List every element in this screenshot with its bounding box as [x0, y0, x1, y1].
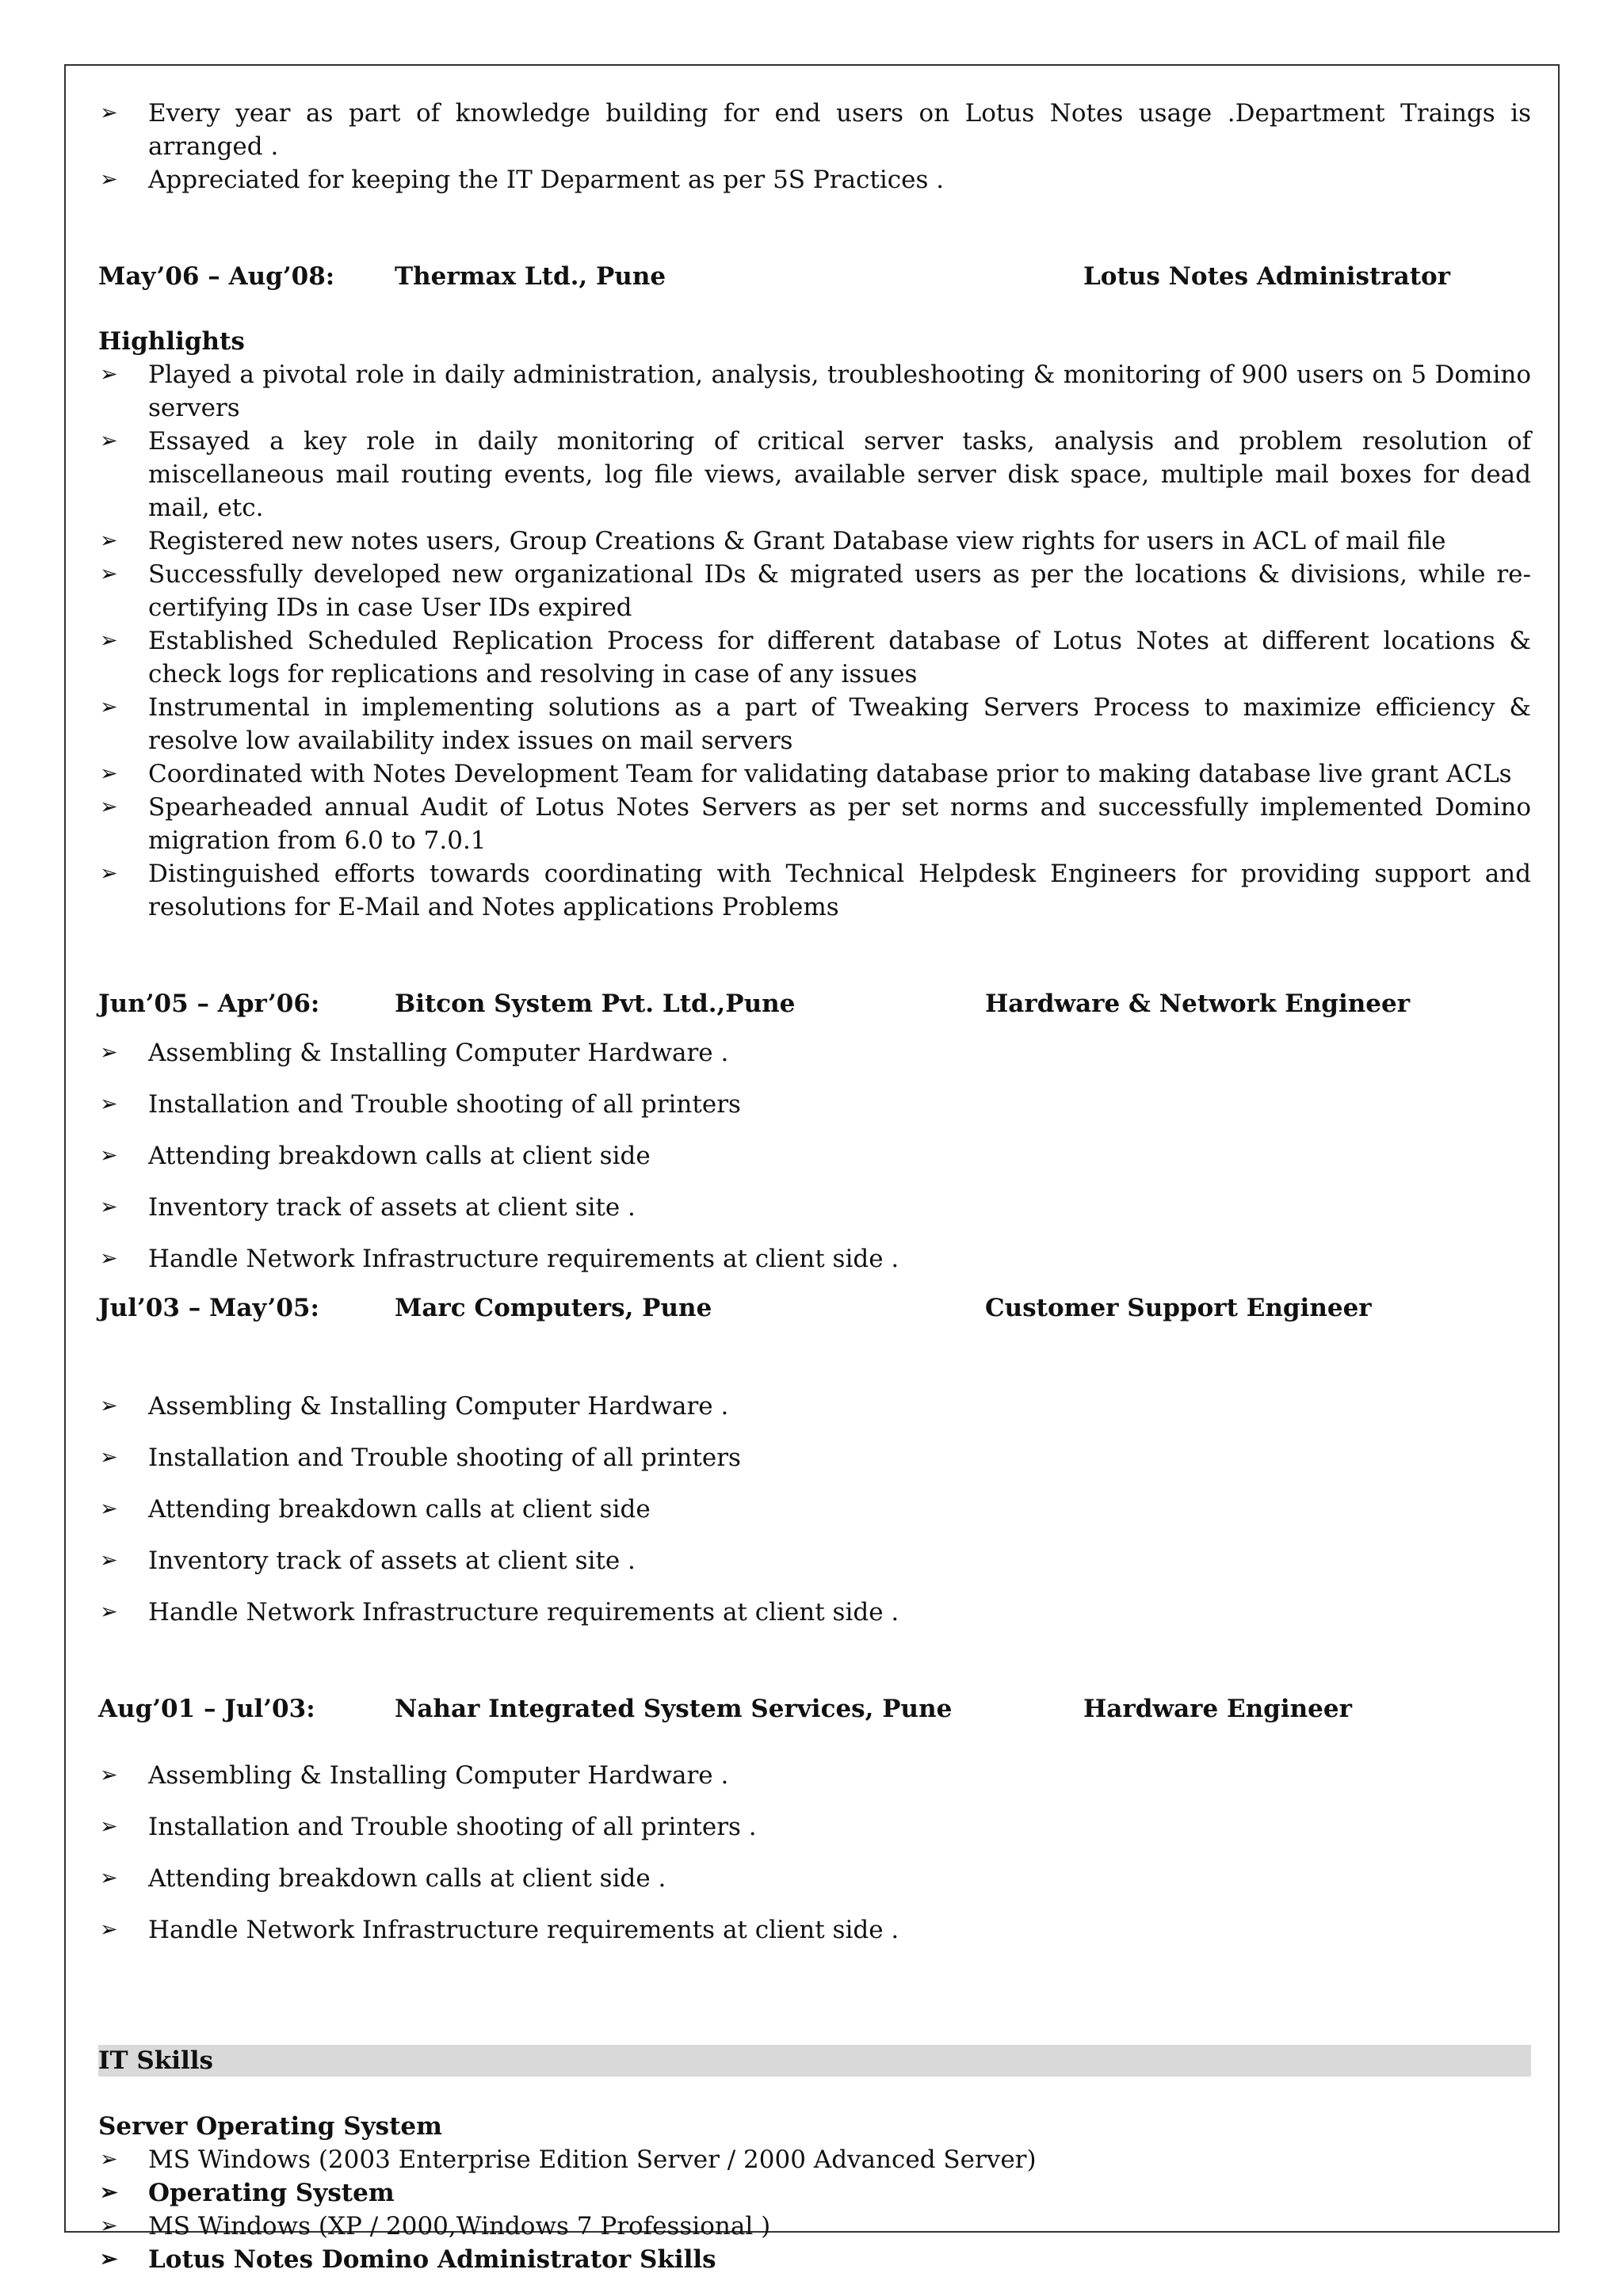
job-header-thermax: [98, 260, 1531, 293]
list-item: ➢ Appreciated for keeping the IT Deparment as per 5S Practices .: [98, 163, 1531, 196]
job-role: Customer Support Engineer: [985, 1294, 1372, 1322]
arrow-bullet-icon: ➢: [100, 2214, 118, 2238]
job-bullet-list-thermax: [98, 358, 1531, 924]
skills-bullet-list: [98, 2143, 1531, 2276]
arrow-bullet-icon: ➢: [100, 1866, 118, 1890]
arrow-bullet-icon: ➢: [100, 1763, 118, 1787]
job-company: Nahar Integrated System Services, Pune: [395, 1695, 953, 1723]
job-dates: May’06 – Aug’08:: [98, 262, 335, 291]
job-company: Thermax Ltd., Pune: [395, 262, 666, 291]
list-item: ➢ Handle Network Infrastructure requirements at client side .: [98, 1913, 1531, 1947]
arrow-bullet-icon: ➢: [100, 1195, 118, 1219]
list-item: ➢ Distinguished efforts towards coordinating with Technical Helpdesk Engineers for providing support and resolutions for E-Mail and Notes applications Problems: [98, 857, 1531, 924]
list-item: ➢ Inventory track of assets at client site .: [98, 1544, 1531, 1577]
list-item: ➢ Successfully developed new organizational IDs & migrated users as per the locations & divisions, while re-certifying IDs in case User IDs expired: [98, 558, 1531, 624]
arrow-bullet-icon: ➢: [100, 1917, 118, 1942]
list-item: ➢ Installation and Trouble shooting of all printers: [98, 1088, 1531, 1121]
arrow-bullet-icon: ➢: [100, 562, 118, 586]
list-item: ➢ Operating System: [98, 2176, 1531, 2210]
arrow-bullet-icon: ➢: [100, 2180, 118, 2205]
section-header-it-skills: IT Skills: [98, 2045, 1531, 2077]
job-role: Hardware & Network Engineer: [985, 990, 1411, 1018]
arrow-bullet-icon: ➢: [100, 2247, 118, 2271]
arrow-bullet-icon: ➢: [100, 1040, 118, 1065]
arrow-bullet-icon: ➢: [100, 2147, 118, 2172]
list-item: ➢ Established Scheduled Replication Process for different database of Lotus Notes at different locations & check logs for replications and resolving in case of any issues: [98, 624, 1531, 691]
job-dates: Jul’03 – May’05:: [98, 1294, 319, 1322]
skills-subheading: Server Operating System: [98, 2112, 442, 2141]
arrow-bullet-icon: ➢: [100, 1143, 118, 1168]
job-header-nahar: [98, 1692, 1531, 1726]
job-role: Lotus Notes Administrator: [1083, 262, 1451, 291]
arrow-bullet-icon: ➢: [100, 1246, 118, 1271]
job-dates: Aug’01 – Jul’03:: [98, 1695, 315, 1723]
list-item: ➢ Registered new notes users, Group Creations & Grant Database view rights for users in ACL of mail file: [98, 524, 1531, 558]
list-item: ➢ Assembling & Installing Computer Hardware .: [98, 1759, 1531, 1792]
arrow-bullet-icon: ➢: [100, 1814, 118, 1839]
list-item: ➢ Spearheaded annual Audit of Lotus Notes Servers as per set norms and successfully implemented Domino migration from 6.0 to 7.0.1: [98, 791, 1531, 857]
arrow-bullet-icon: ➢: [100, 1092, 118, 1116]
job-role: Hardware Engineer: [1083, 1695, 1352, 1723]
list-item: ➢ Handle Network Infrastructure requirements at client side .: [98, 1242, 1531, 1276]
list-item: ➢ Inventory track of assets at client site .: [98, 1191, 1531, 1224]
arrow-bullet-icon: ➢: [100, 429, 118, 453]
list-item: ➢ Attending breakdown calls at client side: [98, 1493, 1531, 1526]
arrow-bullet-icon: ➢: [100, 1445, 118, 1470]
arrow-bullet-icon: ➢: [100, 628, 118, 653]
job-dates: Jun’05 – Apr’06:: [98, 990, 320, 1018]
list-item: ➢ Handle Network Infrastructure requirements at client side .: [98, 1596, 1531, 1629]
arrow-bullet-icon: ➢: [100, 101, 118, 125]
arrow-bullet-icon: ➢: [100, 1497, 118, 1521]
list-item: ➢ Essayed a key role in daily monitoring of critical server tasks, analysis and problem resolution of miscellaneous mail routing events, log file views, available server disk space, multiple mail boxes for dead mail, etc.: [98, 425, 1531, 524]
arrow-bullet-icon: ➢: [100, 761, 118, 786]
list-item: ➢ MS Windows (2003 Enterprise Edition Server / 2000 Advanced Server): [98, 2143, 1531, 2176]
list-item: ➢ Played a pivotal role in daily administration, analysis, troubleshooting & monitoring of 900 users on 5 Domino servers: [98, 358, 1531, 425]
job-bullet-list-bitcon: [98, 1036, 1531, 1276]
arrow-bullet-icon: ➢: [100, 795, 118, 819]
arrow-bullet-icon: ➢: [100, 528, 118, 553]
list-item: ➢ Every year as part of knowledge building for end users on Lotus Notes usage .Department Traings is arranged .: [98, 97, 1531, 163]
job-company: Bitcon System Pvt. Ltd.,Pune: [395, 990, 796, 1018]
arrow-bullet-icon: ➢: [100, 362, 118, 387]
job-bullet-list-nahar: [98, 1759, 1531, 1947]
job-company: Marc Computers, Pune: [395, 1294, 712, 1322]
list-item: ➢ MS Windows (XP / 2000,Windows 7 Professional ): [98, 2210, 1531, 2243]
intro-bullet-list: [98, 97, 1531, 196]
arrow-bullet-icon: ➢: [100, 861, 118, 886]
resume-content: [98, 97, 1531, 2276]
list-item: ➢ Assembling & Installing Computer Hardware .: [98, 1390, 1531, 1423]
list-item: ➢ Lotus Notes Domino Administrator Skills: [98, 2243, 1531, 2276]
arrow-bullet-icon: ➢: [100, 1394, 118, 1418]
list-item: ➢ Assembling & Installing Computer Hardware .: [98, 1036, 1531, 1070]
list-item: ➢ Installation and Trouble shooting of all printers .: [98, 1810, 1531, 1844]
list-item: ➢ Attending breakdown calls at client side .: [98, 1862, 1531, 1895]
list-item: ➢ Attending breakdown calls at client side: [98, 1139, 1531, 1173]
list-item: ➢ Instrumental in implementing solutions as a part of Tweaking Servers Process to maximize efficiency & resolve low availability index issues on mail servers: [98, 691, 1531, 757]
job-header-marc: [98, 1291, 1531, 1325]
job-bullet-list-marc: [98, 1390, 1531, 1629]
arrow-bullet-icon: ➢: [100, 167, 118, 192]
job-header-bitcon: [98, 987, 1531, 1020]
list-item: ➢ Installation and Trouble shooting of all printers: [98, 1441, 1531, 1474]
arrow-bullet-icon: ➢: [100, 695, 118, 719]
arrow-bullet-icon: ➢: [100, 1548, 118, 1573]
list-item: ➢ Coordinated with Notes Development Team for validating database prior to making database live grant ACLs: [98, 757, 1531, 791]
job-subheading: Highlights: [98, 327, 245, 356]
arrow-bullet-icon: ➢: [100, 1600, 118, 1624]
